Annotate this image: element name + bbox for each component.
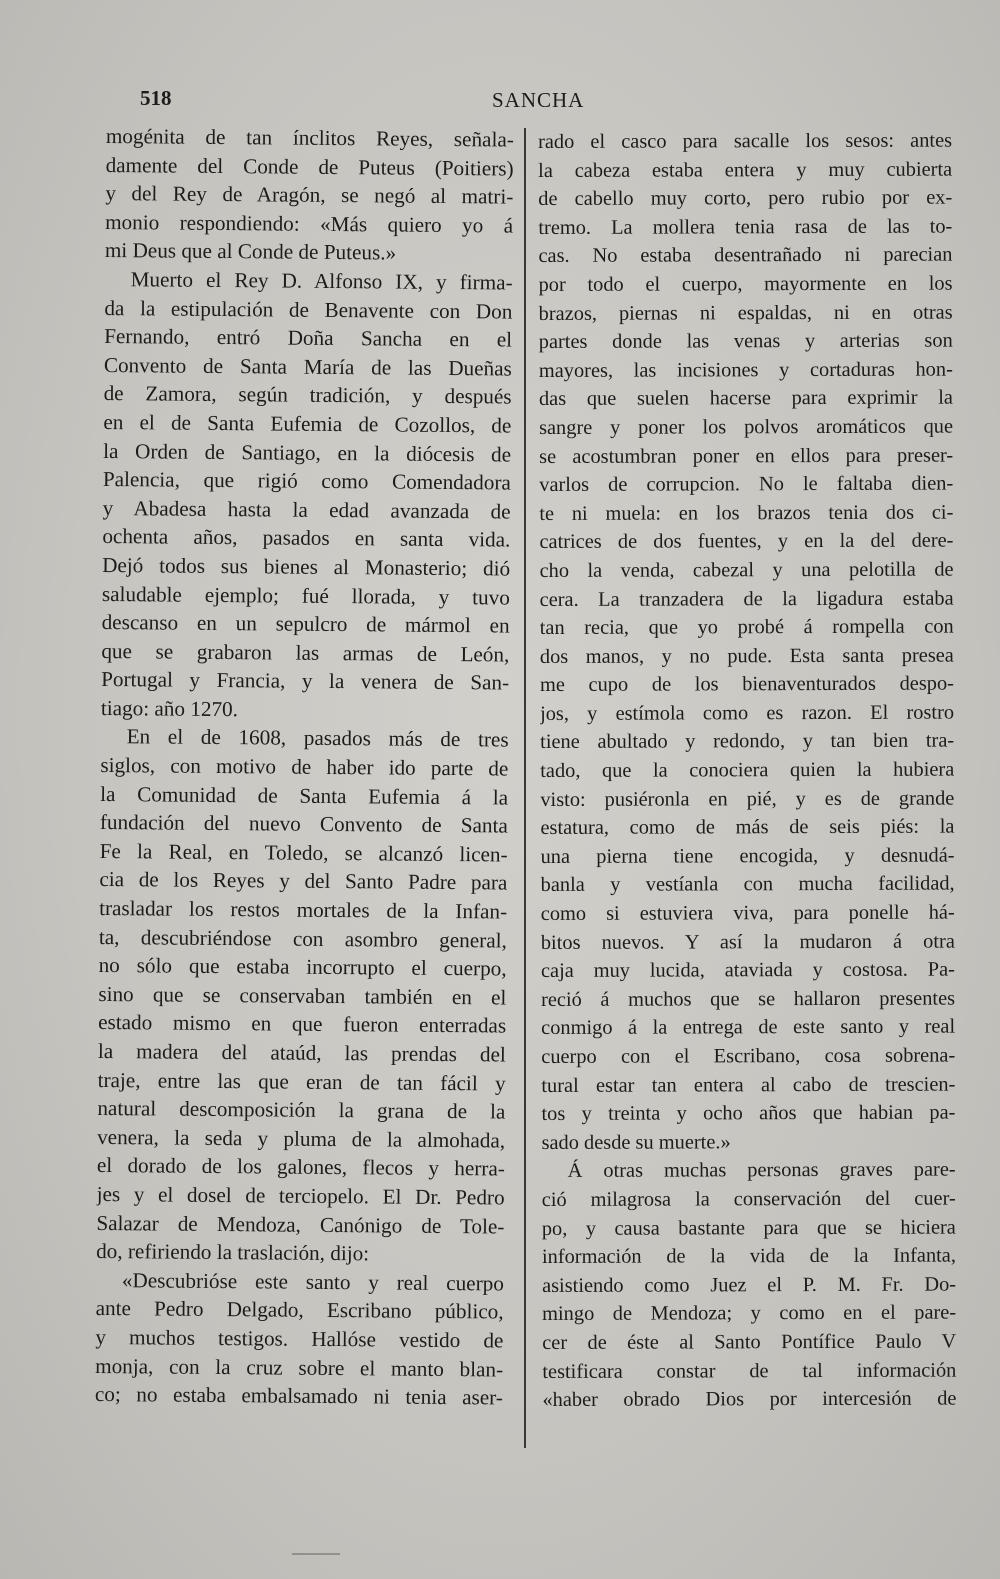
text-line: Muerto el Rey D. Alfonso IX, y firma-	[130, 267, 513, 295]
text-line: En el de 1608, pasados más de tres	[126, 724, 509, 753]
text-line: tremo. La mollera tenia rasa de las to-	[538, 215, 953, 239]
text-line: la madera del ataúd, las prendas del	[97, 1038, 506, 1067]
text-line: rado el casco para sacalle los sesos: antes	[538, 129, 953, 153]
text-line: Salazar de Mendoza, Canónigo de Tole-	[96, 1210, 505, 1239]
text-line: Fe la Real, en Toledo, se alcanzó licen-	[99, 838, 508, 867]
text-line: banla y vestíanla con mucha facilidad,	[540, 872, 955, 897]
text-line: Palencia, que rigió como Comendadora	[102, 467, 511, 495]
text-line: venera, la seda y pluma de la almohada,	[97, 1124, 506, 1153]
text-line: cera. La tranzadera de la ligadura estaba	[539, 587, 954, 611]
text-line: mi Deus que al Conde de Puteus.»	[104, 238, 397, 265]
right-text-column	[538, 127, 956, 1415]
text-line: mingo de Mendoza; y como en el pare-	[542, 1301, 957, 1326]
text-line: ochenta años, pasados en santa vida.	[102, 524, 511, 552]
text-line: fundación del nuevo Convento de Santa	[99, 810, 508, 838]
text-line: sino que se conservaban también en el	[98, 981, 507, 1010]
page-number: 518	[140, 86, 172, 110]
text-line: cuerpo con el Escribano, cosa sobrena-	[541, 1044, 956, 1068]
text-line: tan recia, que yo probé á rompella con	[539, 615, 954, 640]
text-line: po, y causa bastante para que se hiciera	[541, 1216, 956, 1240]
text-line: una pierna tiene encogida, y desnudá-	[540, 844, 955, 868]
text-line: cas. No estaba desentrañado ni parecian	[538, 243, 953, 268]
text-line: y Abadesa hasta la edad avanzada de	[102, 495, 511, 524]
text-line: das que suelen hacerse para exprimir la	[538, 386, 953, 411]
text-line: damente del Conde de Puteus (Poitiers)	[105, 152, 514, 181]
text-line: por todo el cuerpo, mayormente en los	[538, 272, 953, 296]
text-line: se acostumbran poner en ellos para preser-	[539, 444, 954, 468]
text-line: dos manos, y no pude. Esta santa presea	[539, 644, 954, 668]
text-line: asistiendo como Juez el P. M. Fr. Do-	[542, 1273, 957, 1297]
text-line: ante Pedro Delgado, Escribano público,	[95, 1296, 504, 1324]
text-line: en el de Santa Eufemia de Cozollos, de	[103, 409, 512, 438]
text-line: visto: pusiéronla en pié, y es de grande	[540, 787, 955, 811]
text-line: de Zamora, según tradición, y después	[103, 381, 512, 409]
text-line: tural estar tan entera al cabo de trescien-	[541, 1073, 956, 1097]
text-line: natural descomposición la grana de la	[97, 1096, 506, 1124]
text-line: cho la venda, cabezal y una pelotilla de	[539, 558, 954, 582]
text-line: testificara constar de tal información	[542, 1359, 957, 1383]
text-line: jes y el dosel de terciopelo. El Dr. Pedro	[96, 1181, 505, 1210]
text-line: y muchos testigos. Hallóse vestido de	[95, 1324, 504, 1353]
text-line: la cabeza estaba entera y muy cubierta	[538, 158, 953, 182]
text-line: cia de los Reyes y del Santo Padre para	[99, 867, 508, 895]
text-line: tado, que la conociera quien la hubiera	[540, 758, 955, 783]
text-line: caja muy lucida, ataviada y costosa. Pa-	[540, 958, 955, 983]
text-line: el dorado de los galones, flecos y herra-	[96, 1153, 505, 1181]
text-line: monio respondiendo: «Más quiero yo á	[105, 209, 514, 238]
text-line: jos, y estímola como es razon. El rostro	[540, 701, 955, 725]
text-line: ció milagrosa la conservación del cuer-	[541, 1187, 956, 1211]
text-line: «Descubrióse este santo y real cuerpo	[121, 1267, 504, 1296]
text-line: sado desde su muerte.»	[541, 1131, 731, 1154]
text-line: Dejó todos sus bienes al Monasterio; dió	[102, 552, 511, 581]
text-line: de cabello muy corto, pero rubio por ex-	[538, 186, 953, 211]
column-divider-rule	[524, 128, 526, 1448]
text-line: «haber obrado Dios por intercesión de	[542, 1387, 957, 1412]
text-line: que se grabaron las armas de León,	[101, 638, 510, 667]
text-line: traje, entre las que eran de tan fácil y	[97, 1067, 506, 1096]
text-line: no sólo que estaba incorrupto el cuerpo,	[98, 953, 507, 981]
text-line: estado mismo en que fueron enterradas	[98, 1010, 507, 1038]
text-line: trasladar los restos mortales de la Infan-	[99, 896, 508, 924]
text-line: varlos de corrupcion. No le faltaba dien-	[539, 472, 954, 497]
text-line: catrices de dos fuentes, y en la del dere-	[539, 529, 954, 554]
left-text-column	[95, 122, 514, 1412]
text-line: la Comunidad de Santa Eufemia á la	[100, 781, 509, 810]
text-line: sangre y poner los polvos aromáticos que	[539, 415, 954, 439]
text-line: tos y treinta y ocho años que habian pa-	[541, 1101, 956, 1126]
text-line: saludable ejemplo; fué llorada, y tuvo	[101, 581, 510, 610]
text-line: conmigo á la entrega de este santo y real	[541, 1015, 956, 1040]
running-title: SANCHA	[492, 88, 585, 112]
text-line: cer de éste al Santo Pontífice Paulo V	[542, 1330, 957, 1354]
text-line: como si estuviera viva, para ponelle há-	[540, 901, 955, 926]
text-line: Portugal y Francia, y la venera de San-	[101, 667, 510, 695]
text-line: partes donde las venas y arterias son	[538, 329, 953, 354]
text-line: brazos, piernas ni espaldas, ni en otras	[538, 301, 953, 325]
text-line: Convento de Santa María de las Dueñas	[103, 352, 512, 381]
print-smudge	[292, 1553, 340, 1555]
text-line: mayores, las incisiones y cortaduras hon-	[538, 358, 953, 382]
text-line: la Orden de Santiago, en la diócesis de	[103, 438, 512, 467]
text-line: Fernando, entró Doña Sancha en el	[104, 324, 513, 352]
text-line: Á otras muchas personas graves pare-	[567, 1158, 956, 1183]
text-line: tiago: año 1270.	[100, 695, 239, 722]
text-line: co; no estaba embalsamado ni tenia aser-	[94, 1382, 503, 1410]
text-line: mogénita de tan ínclitos Reyes, señala-	[105, 123, 514, 152]
text-line: tiene abultado y redondo, y tan bien tra-	[540, 730, 955, 754]
text-line: información de la vida de la Infanta,	[541, 1244, 956, 1269]
text-line: reció á muchos que se hallaron presentes	[541, 987, 956, 1011]
text-line: y del Rey de Aragón, se negó al matri-	[105, 181, 514, 209]
text-line: estatura, como de más de seis piés: la	[540, 815, 955, 840]
text-line: siglos, con motivo de haber ido parte de	[100, 753, 509, 781]
text-line: monja, con la cruz sobre el manto blan-	[95, 1353, 504, 1382]
text-line: me cupo de los bienaventurados despo-	[539, 672, 954, 697]
text-line: da la estipulación de Benavente con Don	[104, 295, 513, 324]
text-line: do, refiriendo la traslación, dijo:	[96, 1239, 370, 1266]
text-line: te ni muela: en los brazos tenia dos ci-	[539, 501, 954, 525]
text-line: ta, descubriéndose con asombro general,	[98, 924, 507, 953]
text-line: descanso en un sepulcro de mármol en	[101, 610, 510, 638]
text-line: bitos nuevos. Y así la mudaron á otra	[540, 930, 955, 954]
